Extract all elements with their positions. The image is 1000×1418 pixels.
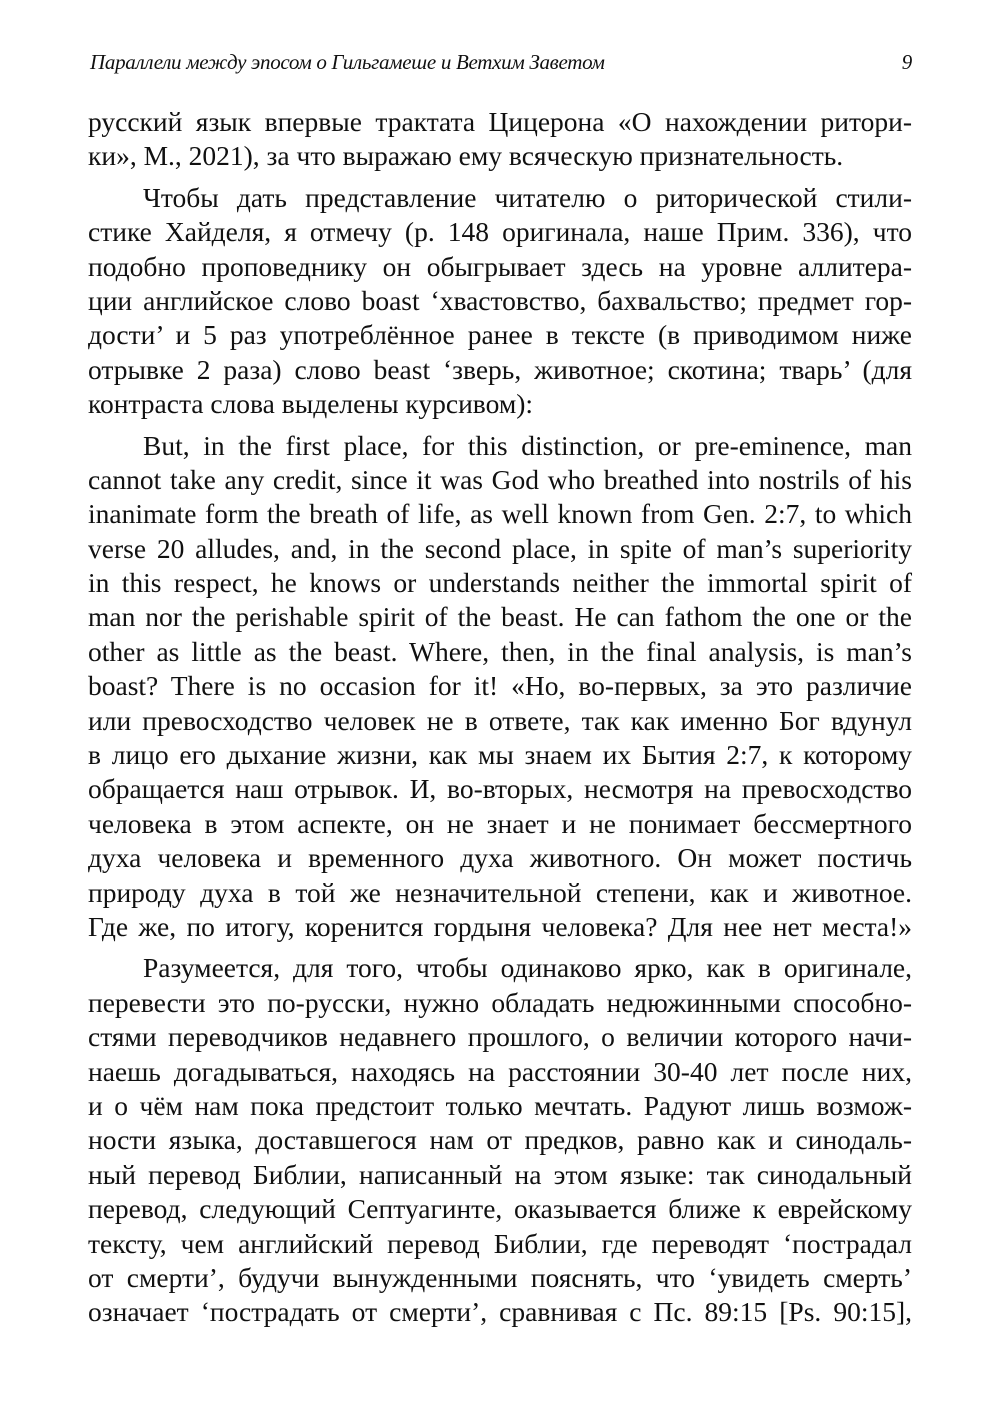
paragraph <box>88 105 912 174</box>
text-line: или превосходство человек не в ответе, так как именно Бог вдунул <box>88 704 912 736</box>
text-line: тексту, чем английский перевод Библии, где переводят ‘пострадал <box>88 1227 912 1259</box>
text-line: ки», М., 2021), за что выражаю ему всяческую признательность. <box>88 140 844 172</box>
text-line: и о чём нам пока предстоит только мечтать. Радуют лишь возмож- <box>88 1089 912 1121</box>
text-line: обращается наш отрывок. И, во-вторых, несмотря на превосходство <box>88 773 912 805</box>
text-line: Где же, по итогу, коренится гордыня человека? Для нее нет места!» <box>88 910 912 942</box>
text-line: наешь догадываться, находясь на расстоянии 30-40 лет после них, <box>88 1055 912 1087</box>
paragraph <box>88 429 912 945</box>
text-line: подобно проповеднику он обыгрывает здесь на уровне аллитера- <box>88 250 912 282</box>
text-line: перевод, следующий Септуагинте, оказывается ближе к еврейскому <box>88 1193 912 1225</box>
running-title: Параллели между эпосом о Гильгамеше и Ветхим Заветом <box>90 50 605 74</box>
text-line: означает ‘пострадать от смерти’, сравнивая с Пс. 89:15 [Ps. 90:15], <box>88 1296 912 1328</box>
text-line: But, in the first place, for this distinction, or pre-eminence, man <box>143 429 912 461</box>
text-line: от смерти’, будучи вынужденными пояснять, что ‘увидеть смерть’ <box>88 1261 912 1293</box>
text-line: verse 20 alludes, and, in the second place, in spite of man’s superiority <box>88 532 912 564</box>
paragraph <box>88 951 912 1329</box>
text-line: стями переводчиков недавнего прошлого, о величии которого начи- <box>88 1021 912 1053</box>
text-line: ности языка, доставшегося нам от предков, равно как и синодаль- <box>88 1124 912 1156</box>
text-line: ции английское слово boast ‘хвастовство, бахвальство; предмет гор- <box>88 284 912 316</box>
text-line: стике Хайделя, я отмечу (p. 148 оригинала, наше Прим. 336), что <box>88 216 912 248</box>
text-line: перевести это по-русски, нужно обладать недюжинными способно- <box>88 986 912 1018</box>
text-line: природу духа в той же незначительной степени, как и животное. <box>88 876 912 908</box>
text-line: cannot take any credit, since it was God who breathed into nostrils of his <box>88 463 912 495</box>
text-line: boast? There is no occasion for it! «Но, во-первых, за это различие <box>88 670 912 702</box>
paragraph <box>88 181 912 422</box>
text-line: other as little as the beast. Where, then, in the final analysis, is man’s <box>88 635 912 667</box>
text-line: in this respect, he knows or understands neither the immortal spirit of <box>88 567 912 599</box>
text-line: inanimate form the breath of life, as well known from Gen. 2:7, to which <box>88 498 912 530</box>
text-line: дости’ и 5 раз употреблённое ранее в тексте (в приводимом ниже <box>88 319 912 351</box>
text-line: Чтобы дать представление читателю о риторической стили- <box>143 181 912 213</box>
text-line: man nor the perishable spirit of the beast. He can fathom the one or the <box>88 601 912 633</box>
text-line: человека в этом аспекте, он не знает и не понимает бессмертного <box>88 807 912 839</box>
text-line: отрывке 2 раза) слово beast ‘зверь, животное; скотина; тварь’ (для <box>88 353 912 385</box>
text-line: ный перевод Библии, написанный на этом языке: так синодальный <box>88 1158 912 1190</box>
text-line: русский язык впервые трактата Цицерона «О нахождении ритори- <box>88 106 912 137</box>
text-line: духа человека и временного духа животного. Он может постичь <box>88 842 912 874</box>
body-text <box>88 105 912 1330</box>
running-header <box>90 50 912 80</box>
text-line: Разумеется, для того, чтобы одинаково ярко, как в оригинале, <box>143 952 912 984</box>
page-number: 9 <box>901 50 912 74</box>
text-line: в лицо его дыхание жизни, как мы знаем их Бытия 2:7, к которому <box>88 739 912 771</box>
text-line: контраста слова выделены курсивом): <box>88 388 534 420</box>
